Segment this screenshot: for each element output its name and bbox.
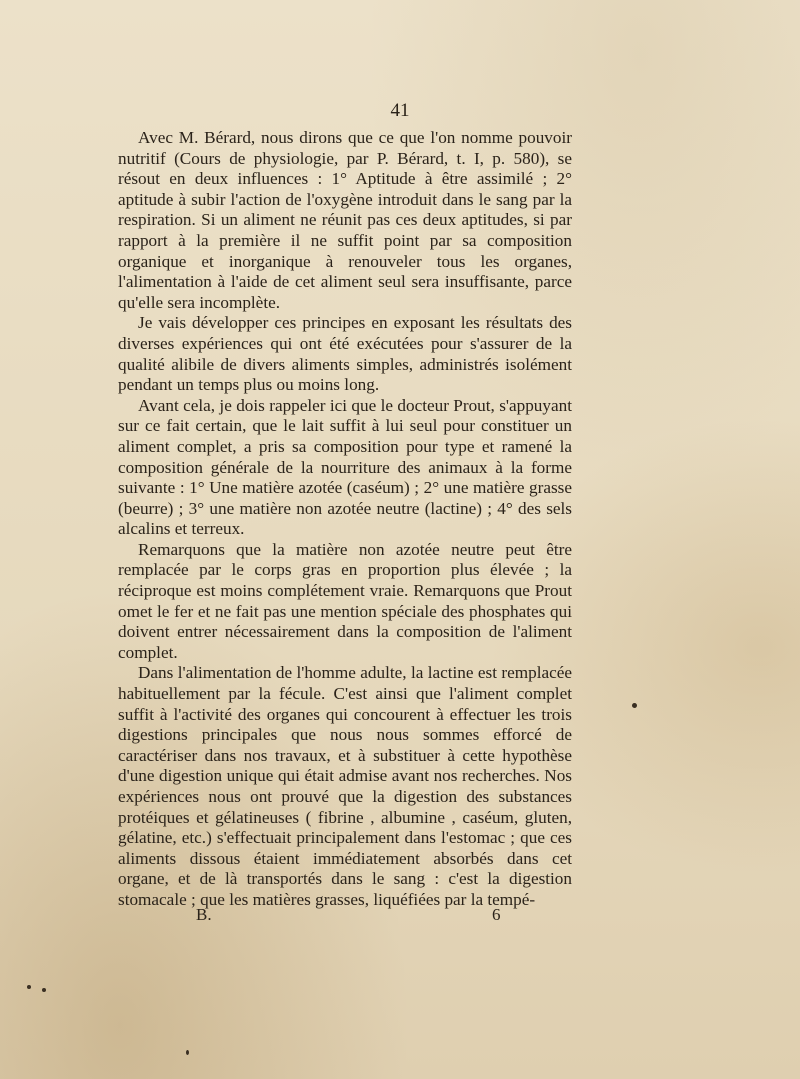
ink-speck xyxy=(42,988,46,992)
body-text xyxy=(118,128,572,911)
signature-mark: B. xyxy=(196,905,212,924)
ink-speck xyxy=(27,985,31,989)
page-footer xyxy=(0,905,800,929)
paragraph-3: Avant cela, je dois rappeler ici que le docteur Prout, s'appuyant sur ce fait certain, que le lait suffit à lui seul pour constituer un aliment complet, a pris sa composition pour type et ramené la composition générale de la nourriture des animaux à la forme suivante : 1° Une matière azotée (caséum) ; 2° une matière grasse (beurre) ; 3° une matière non azotée neutre (lactine) ; 4° des sels alcalins et terreux. xyxy=(118,395,572,539)
folio-number: 6 xyxy=(492,905,501,924)
page-number: 41 xyxy=(390,100,410,121)
paragraph-1: Avec M. Bérard, nous dirons que ce que l'on nomme pouvoir nutritif (Cours de physiologie, par P. Bérard, t. I, p. 580), se résout en deux influences : 1° Aptitude à être assimilé ; 2° aptitude à subir l'action de l'oxygène introduit dans le sang par la respiration. Si un aliment ne réunit pas ces deux aptitudes, si par rapport à la première il ne suffit point par sa composition organique et inorganique à renouveler tous les organes, l'alimentation à l'aide de cet aliment seul sera insuffisante, parce qu'elle sera incomplète. xyxy=(118,128,572,312)
paragraph-2: Je vais développer ces principes en exposant les résultats des diverses expériences qui ont été exécutées pour s'assurer de la qualité alibile de divers aliments simples, administrés isolément pendant un temps plus ou moins long. xyxy=(118,313,572,395)
ink-speck xyxy=(186,1050,189,1055)
ink-speck xyxy=(632,703,637,708)
paragraph-4: Remarquons que la matière non azotée neutre peut être remplacée par le corps gras en proportion plus élevée ; la réciproque est moins complétement vraie. Remarquons que Prout omet le fer et ne fait pas une mention spéciale des phosphates qui doivent entrer nécessairement dans la composition de l'aliment complet. xyxy=(118,539,572,662)
paragraph-5: Dans l'alimentation de l'homme adulte, la lactine est remplacée habituellement par la fécule. C'est ainsi que l'aliment complet suffit à l'activité des organes qui concourent à effectuer les trois digestions principales que nous nous sommes efforcé de caractériser dans nos travaux, et à substituer à cette hypothèse d'une digestion unique qui était admise avant nos recherches. Nos expériences nous ont prouvé que la digestion des substances protéiques et gélatineuses ( fibrine , albumine , caséum, gluten, gélatine, etc.) s'effectuait principalement dans l'estomac ; que ces aliments dissous étaient immédiatement absorbés dans cet organe, et de là transportés dans le sang : c'est la digestion stomacale ; que les matières grasses, liquéfiées par la tempé- xyxy=(118,663,572,909)
